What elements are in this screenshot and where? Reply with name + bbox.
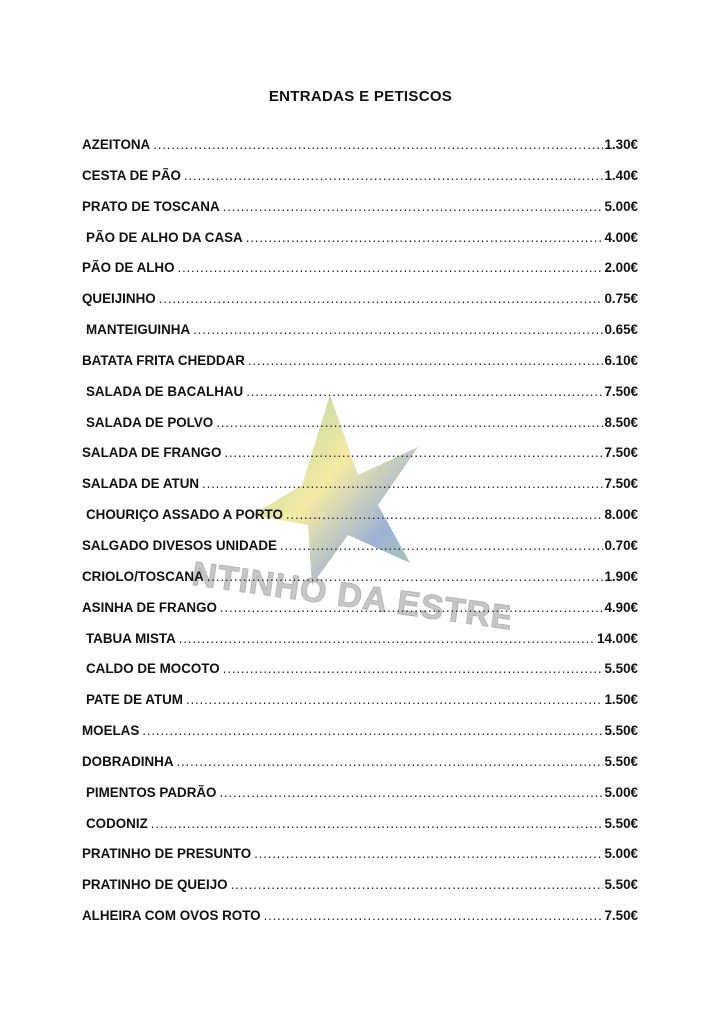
dot-leader	[223, 661, 604, 676]
dot-leader	[248, 353, 604, 368]
menu-item-price: 0.65€	[604, 322, 638, 338]
dot-leader	[246, 230, 604, 245]
menu-item-name: SALADA DE POLVO	[86, 414, 214, 430]
dot-leader	[231, 877, 604, 892]
menu-item	[82, 445, 638, 476]
menu-item-price: 8.50€	[604, 414, 638, 430]
menu-item	[82, 415, 638, 446]
menu-item	[82, 476, 638, 507]
dot-leader	[254, 846, 603, 861]
menu-item	[82, 631, 638, 662]
menu-item-name: CODONIZ	[86, 815, 148, 831]
menu-item-name: QUEIJINHO	[82, 291, 156, 307]
menu-item	[82, 692, 638, 723]
menu-item-price: 0.70€	[604, 537, 638, 553]
menu-item	[82, 322, 638, 353]
menu-item-price: 7.50€	[604, 908, 638, 924]
menu-item-price: 7.50€	[604, 476, 638, 492]
menu-item-price: 5.50€	[604, 753, 638, 769]
menu-item-price: 1.90€	[604, 568, 638, 584]
menu-item	[82, 754, 638, 785]
menu-item-price: 5.50€	[604, 661, 638, 677]
menu-item-name: SALADA DE BACALHAU	[86, 383, 244, 399]
menu-item-name: ASINHA DE FRANGO	[82, 599, 217, 615]
menu-list	[82, 137, 638, 939]
menu-item-price: 5.00€	[604, 784, 638, 800]
dot-leader	[151, 816, 604, 831]
menu-item	[82, 908, 638, 939]
dot-leader	[223, 199, 604, 214]
dot-leader	[224, 445, 603, 460]
menu-item-name: MANTEIGUINHA	[86, 322, 191, 338]
menu-item-price: 8.00€	[604, 507, 638, 523]
menu-item	[82, 199, 638, 230]
menu-item-price: 1.30€	[604, 137, 638, 152]
dot-leader	[216, 415, 603, 430]
menu-item-name: PÃO DE ALHO	[82, 260, 175, 276]
menu-item	[82, 353, 638, 384]
dot-leader	[286, 507, 604, 522]
dot-leader	[184, 168, 604, 183]
menu-item-price: 2.00€	[604, 260, 638, 276]
menu-item-price: 5.50€	[604, 723, 638, 739]
menu-item-price: 4.90€	[604, 599, 638, 615]
menu-item-name: PATE DE ATUM	[86, 692, 183, 708]
menu-item-name: PRATINHO DE PRESUNTO	[82, 846, 252, 862]
menu-item	[82, 661, 638, 692]
menu-item-price: 1.50€	[604, 692, 638, 708]
menu-item-name: DOBRADINHA	[82, 753, 174, 769]
dot-leader	[142, 723, 603, 738]
menu-item-name: SALADA DE FRANGO	[82, 445, 222, 461]
menu-item	[82, 600, 638, 631]
menu-item-name: SALADA DE ATUN	[82, 476, 200, 492]
menu-item-name: CALDO DE MOCOTO	[86, 661, 220, 677]
menu-item-name: CESTA DE PÃO	[82, 167, 181, 183]
menu-item-price: 5.00€	[604, 846, 638, 862]
page-title: ENTRADAS E PETISCOS	[268, 88, 453, 105]
menu-item-name: TABUA MISTA	[86, 630, 176, 646]
menu-item-name: SALGADO DIVESOS UNIDADE	[82, 537, 277, 553]
menu-item-name: ALHEIRA COM OVOS ROTO	[82, 908, 261, 924]
dot-leader	[280, 538, 604, 553]
menu-item-name: BATATA FRITA CHEDDAR	[82, 352, 245, 368]
menu-item	[82, 507, 638, 538]
dot-leader	[179, 631, 596, 646]
menu-item	[82, 785, 638, 816]
menu-item-price: 5.50€	[604, 877, 638, 893]
menu-item-name: PIMENTOS PADRÃO	[86, 784, 217, 800]
menu-item-price: 5.00€	[604, 198, 638, 214]
menu-item	[82, 569, 638, 600]
menu-item-name: PRATINHO DE QUEIJO	[82, 877, 228, 893]
watermark-text: CANTINHO DA ESTRELA	[190, 547, 510, 645]
menu-item	[82, 230, 638, 261]
menu-item	[82, 723, 638, 754]
menu-item-name: PÃO DE ALHO DA CASA	[86, 229, 243, 245]
menu-item-price: 4.00€	[604, 229, 638, 245]
menu-item	[82, 384, 638, 415]
dot-leader	[220, 600, 604, 615]
dot-leader	[178, 260, 604, 275]
menu-item-name: CHOURIÇO ASSADO A PORTO	[86, 507, 283, 523]
menu-item-price: 1.40€	[604, 167, 638, 183]
dot-leader	[219, 785, 603, 800]
dot-leader	[159, 291, 604, 306]
menu-item	[82, 168, 638, 199]
dot-leader	[202, 476, 603, 491]
menu-item-price: 7.50€	[604, 445, 638, 461]
dot-leader	[177, 754, 604, 769]
menu-item-price: 7.50€	[604, 383, 638, 399]
menu-item-name: MOELAS	[82, 723, 140, 739]
dot-leader	[193, 322, 603, 337]
menu-item-price: 6.10€	[604, 352, 638, 368]
menu-item	[82, 816, 638, 847]
dot-leader	[186, 692, 604, 707]
menu-item-price: 0.75€	[604, 291, 638, 307]
menu-item-name: PRATO DE TOSCANA	[82, 198, 220, 214]
menu-item	[82, 291, 638, 322]
menu-item-name: AZEITONA	[82, 137, 151, 152]
menu-item-price: 5.50€	[604, 815, 638, 831]
menu-item	[82, 260, 638, 291]
menu-item	[82, 538, 638, 569]
dot-leader	[207, 569, 604, 584]
dot-leader	[264, 908, 604, 923]
menu-item	[82, 877, 638, 908]
menu-item	[82, 846, 638, 877]
menu-item-price: 14.00€	[597, 630, 638, 646]
menu-item	[82, 137, 638, 168]
dot-leader	[153, 137, 603, 152]
menu-item-name: CRIOLO/TOSCANA	[82, 568, 204, 584]
dot-leader	[246, 384, 603, 399]
